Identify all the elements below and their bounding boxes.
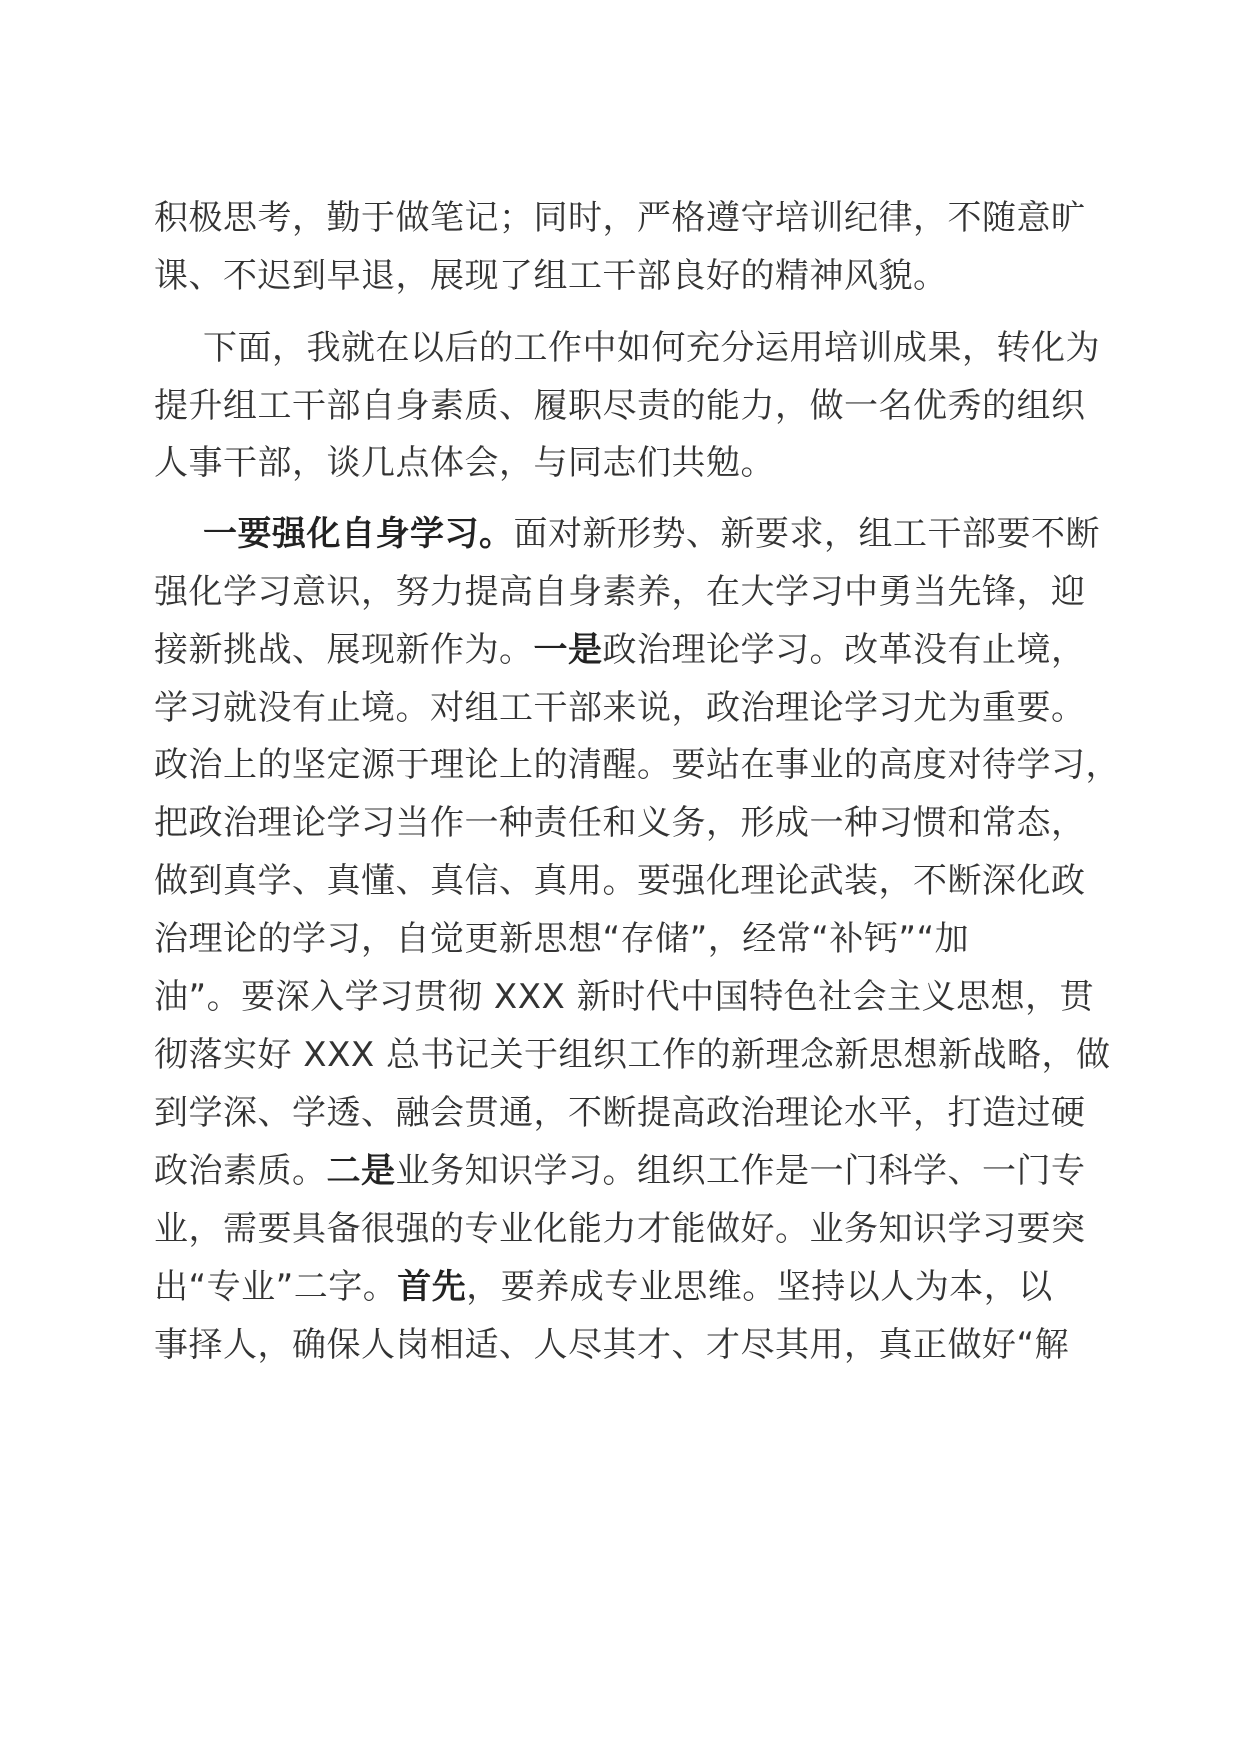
section-heading-strengthen-learning: 一要强化自身学习。 bbox=[203, 514, 514, 554]
paragraph-3-line-1 bbox=[203, 512, 1100, 556]
paragraph-2-line-1: 下面，我就在以后的工作中如何充分运用培训成果，转化为 bbox=[203, 328, 1100, 368]
paragraph-2-line-3: 人事干部，谈几点体会，与同志们共勉。 bbox=[154, 443, 775, 483]
paragraph-3-line-12-rest: 业务知识学习。组织工作是一门科学、一门专 bbox=[395, 1151, 1086, 1191]
paragraph-3-line-14-rest: ，要养成专业思维。坚持以人为本，以 bbox=[466, 1267, 1053, 1307]
paragraph-3-line-14 bbox=[154, 1265, 1053, 1309]
paragraph-3-line-5: 政治上的坚定源于理论上的清醒。要站在事业的高度对待学习， bbox=[154, 745, 1120, 785]
paragraph-3-line-14-pre: 出“专业”二字。 bbox=[154, 1267, 398, 1307]
paragraph-3-line-6: 把政治理论学习当作一种责任和义务，形成一种习惯和常态， bbox=[154, 803, 1086, 843]
first-point-label: 首先 bbox=[397, 1267, 467, 1307]
paragraph-3-line-8: 治理论的学习，自觉更新思想“存储”，经常“补钙”“加 bbox=[154, 919, 970, 959]
paragraph-3-line-7: 做到真学、真懂、真信、真用。要强化理论武装，不断深化政 bbox=[154, 861, 1086, 901]
paragraph-1-line-1: 积极思考，勤于做笔记；同时，严格遵守培训纪律，不随意旷 bbox=[154, 198, 1086, 238]
paragraph-3-line-12 bbox=[154, 1149, 1086, 1193]
paragraph-3-line-3-rest: 政治理论学习。改革没有止境， bbox=[602, 630, 1086, 670]
paragraph-3-line-12-pre: 政治素质。 bbox=[154, 1151, 327, 1191]
paragraph-3-line-10: 彻落实好 XXX 总书记关于组织工作的新理念新思想新战略，做 bbox=[154, 1035, 1111, 1075]
paragraph-3-line-1-text: 面对新形势、新要求，组工干部要不断 bbox=[513, 514, 1100, 554]
point-two-label: 二是 bbox=[326, 1151, 396, 1191]
paragraph-3-line-3-pre: 接新挑战、展现新作为。 bbox=[154, 630, 534, 670]
paragraph-3-line-15: 事择人，确保人岗相适、人尽其才、才尽其用，真正做好“解 bbox=[154, 1325, 1070, 1365]
paragraph-3-line-3 bbox=[154, 628, 1086, 672]
paragraph-1-line-2: 课、不迟到早退，展现了组工干部良好的精神风貌。 bbox=[154, 256, 948, 296]
paragraph-3-line-9: 油”。要深入学习贯彻 XXX 新时代中国特色社会主义思想，贯 bbox=[154, 977, 1095, 1017]
paragraph-3-line-2: 强化学习意识，努力提高自身素养，在大学习中勇当先锋，迎 bbox=[154, 572, 1086, 612]
paragraph-3-line-11: 到学深、学透、融会贯通，不断提高政治理论水平，打造过硬 bbox=[154, 1093, 1086, 1133]
paragraph-3-line-4: 学习就没有止境。对组工干部来说，政治理论学习尤为重要。 bbox=[154, 688, 1086, 728]
paragraph-2-line-2: 提升组工干部自身素质、履职尽责的能力，做一名优秀的组织 bbox=[154, 386, 1086, 426]
paragraph-3-line-13: 业，需要具备很强的专业化能力才能做好。业务知识学习要突 bbox=[154, 1209, 1086, 1249]
point-one-label: 一是 bbox=[533, 630, 603, 670]
